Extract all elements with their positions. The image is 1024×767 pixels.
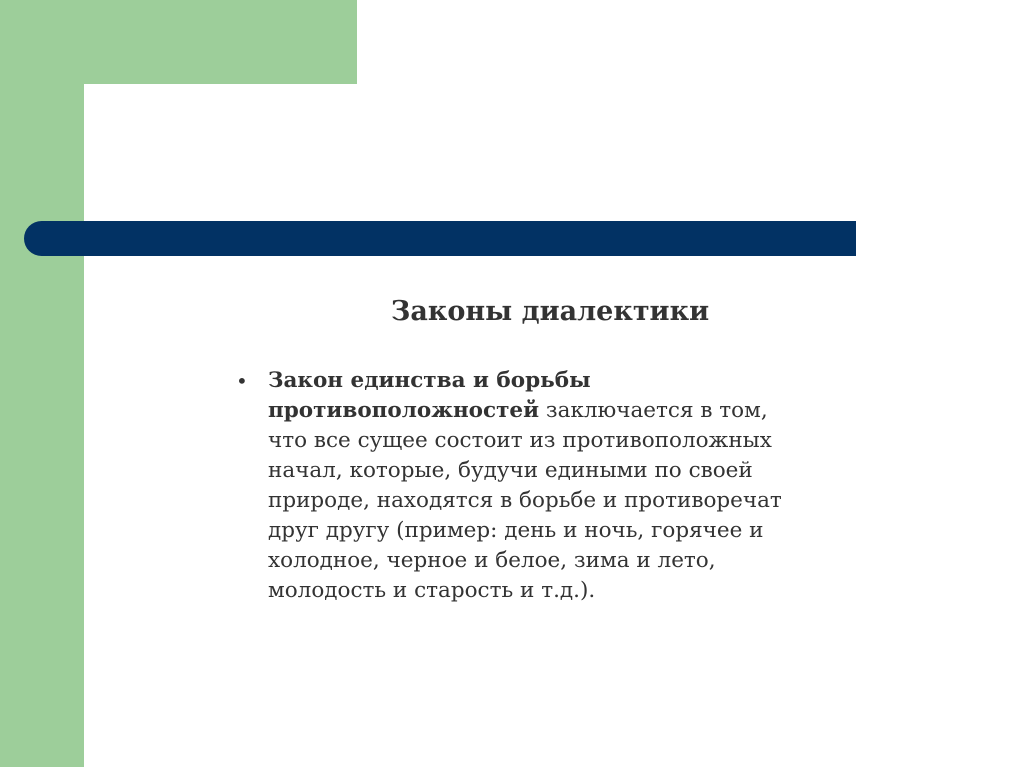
paragraph-line-2-rest: заключается в том, bbox=[539, 398, 768, 423]
paragraph-line-6: друг другу (пример: день и ночь, горячее и bbox=[268, 518, 764, 543]
slide-title: Законы диалектики bbox=[390, 296, 710, 327]
title-accent-bar bbox=[24, 221, 856, 256]
green-left-band bbox=[0, 0, 84, 767]
paragraph-line-4: начал, которые, будучи едиными по своей bbox=[268, 458, 753, 483]
paragraph-line-3: что все сущее состоит из противоположных bbox=[268, 428, 772, 453]
paragraph-line-1 bbox=[268, 366, 876, 396]
paragraph-line-8: молодость и старость и т.д.). bbox=[268, 578, 596, 603]
bullet-dot-icon: • bbox=[236, 369, 248, 393]
slide-body bbox=[236, 366, 876, 606]
law-name-part-2: противоположностей bbox=[268, 398, 540, 423]
law-name-part-1: Закон единства и борьбы bbox=[268, 368, 591, 393]
bullet-paragraph bbox=[268, 366, 876, 606]
bullet-item bbox=[236, 366, 876, 606]
paragraph-line-5: природе, находятся в борьбе и противоречат bbox=[268, 488, 782, 513]
paragraph-line-2 bbox=[268, 396, 876, 426]
paragraph-line-7: холодное, черное и белое, зима и лето, bbox=[268, 548, 716, 573]
